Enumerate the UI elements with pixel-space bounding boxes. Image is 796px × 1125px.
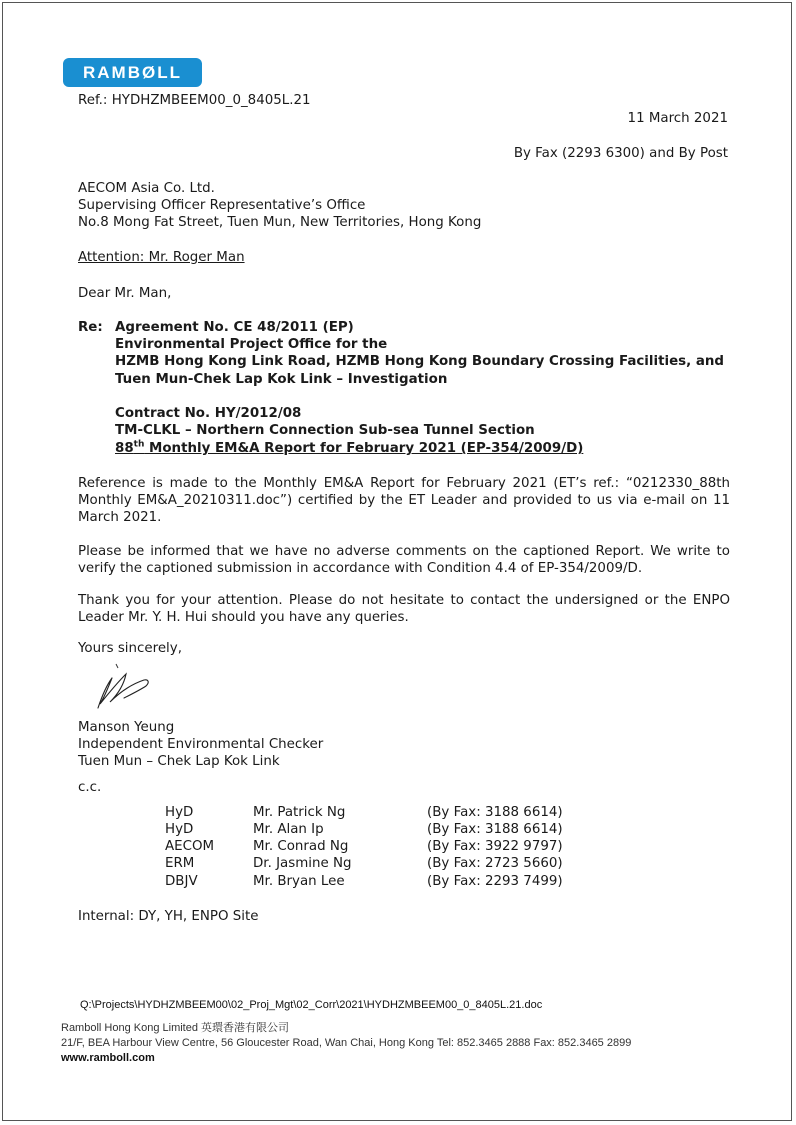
cc-person: Mr. Conrad Ng: [253, 839, 349, 854]
ramboll-logo: RAMBØLL: [63, 58, 202, 87]
cc-fax: (By Fax: 2293 7499): [427, 874, 563, 889]
cc-org: HyD: [165, 805, 194, 820]
attention-line: Attention: Mr. Roger Man: [78, 250, 245, 265]
cc-person: Mr. Bryan Lee: [253, 874, 345, 889]
letter-date: 11 March 2021: [627, 111, 728, 126]
re-contract: Contract No. HY/2012/08: [115, 406, 302, 421]
cc-org: AECOM: [165, 839, 215, 854]
recipient-company: AECOM Asia Co. Ltd.: [78, 181, 215, 196]
cc-fax: (By Fax: 3188 6614): [427, 822, 563, 837]
delivery-method: By Fax (2293 6300) and By Post: [513, 146, 728, 161]
cc-org: HyD: [165, 822, 194, 837]
cc-fax: (By Fax: 3922 9797): [427, 839, 563, 854]
re-link-investigation: Tuen Mun-Chek Lap Kok Link – Investigation: [115, 372, 448, 387]
cc-fax: (By Fax: 3188 6614): [427, 805, 563, 820]
signer-name: Manson Yeung: [78, 720, 175, 735]
body-paragraph-3: Thank you for your attention. Please do not hesitate to contact the undersigned or the ENPO Leader Mr. Y. H. Hui should you have any queries.: [78, 593, 730, 625]
cc-row: [0, 839, 796, 856]
cc-label: c.c.: [78, 780, 102, 795]
signer-title: Independent Environmental Checker: [78, 737, 324, 752]
signer-project: Tuen Mun – Chek Lap Kok Link: [78, 754, 280, 769]
re-project-name: HZMB Hong Kong Link Road, HZMB Hong Kong Boundary Crossing Facilities, and: [115, 354, 725, 369]
recipient-office: Supervising Officer Representative’s Office: [78, 198, 366, 213]
footer-company: Ramboll Hong Kong Limited 英環香港有限公司: [61, 1022, 290, 1034]
salutation: Dear Mr. Man,: [78, 286, 172, 301]
cc-row: [0, 822, 796, 839]
report-number: 88: [115, 441, 134, 456]
cc-org: DBJV: [165, 874, 198, 889]
closing: Yours sincerely,: [78, 641, 182, 656]
internal-distribution: Internal: DY, YH, ENPO Site: [78, 909, 259, 924]
footer-website: www.ramboll.com: [61, 1052, 155, 1064]
cc-row: [0, 874, 796, 891]
cc-person: Mr. Alan Ip: [253, 822, 324, 837]
body-paragraph-1: Reference is made to the Monthly EM&A Report for February 2021 (ET’s ref.: “0212330_88th Monthly EM&A_20210311.doc”) certified by the ET Leader and provided to us via e-mail on 11 March 2021.: [78, 476, 730, 525]
body-paragraph-2: Please be informed that we have no adverse comments on the captioned Report. We write to verify the captioned submission in accordance with Condition 4.4 of EP-354/2009/D.: [78, 544, 730, 576]
reference-number: Ref.: HYDHZMBEEM00_0_8405L.21: [78, 93, 311, 108]
re-project-office: Environmental Project Office for the: [115, 337, 388, 352]
cc-person: Dr. Jasmine Ng: [253, 856, 352, 871]
cc-row: [0, 805, 796, 822]
cc-org: ERM: [165, 856, 195, 871]
re-agreement: Agreement No. CE 48/2011 (EP): [115, 320, 354, 335]
report-ordinal: th: [133, 439, 145, 450]
re-label: Re:: [78, 320, 103, 335]
re-report-title: [115, 440, 583, 457]
report-title-rest: Monthly EM&A Report for February 2021 (EP-354/2009/D): [144, 441, 584, 456]
recipient-address: No.8 Mong Fat Street, Tuen Mun, New Territories, Hong Kong: [78, 215, 482, 230]
re-section: TM-CLKL – Northern Connection Sub-sea Tunnel Section: [115, 423, 535, 438]
file-path: Q:\Projects\HYDHZMBEEM00\02_Proj_Mgt\02_Corr\2021\HYDHZMBEEM00_0_8405L.21.doc: [80, 999, 543, 1011]
footer-address: 21/F, BEA Harbour View Centre, 56 Gloucester Road, Wan Chai, Hong Kong Tel: 852.3465 2888 Fax: 852.3465 2899: [61, 1037, 632, 1049]
cc-person: Mr. Patrick Ng: [253, 805, 346, 820]
cc-fax: (By Fax: 2723 5660): [427, 856, 563, 871]
cc-row: [0, 856, 796, 873]
signature-image: [88, 662, 160, 712]
